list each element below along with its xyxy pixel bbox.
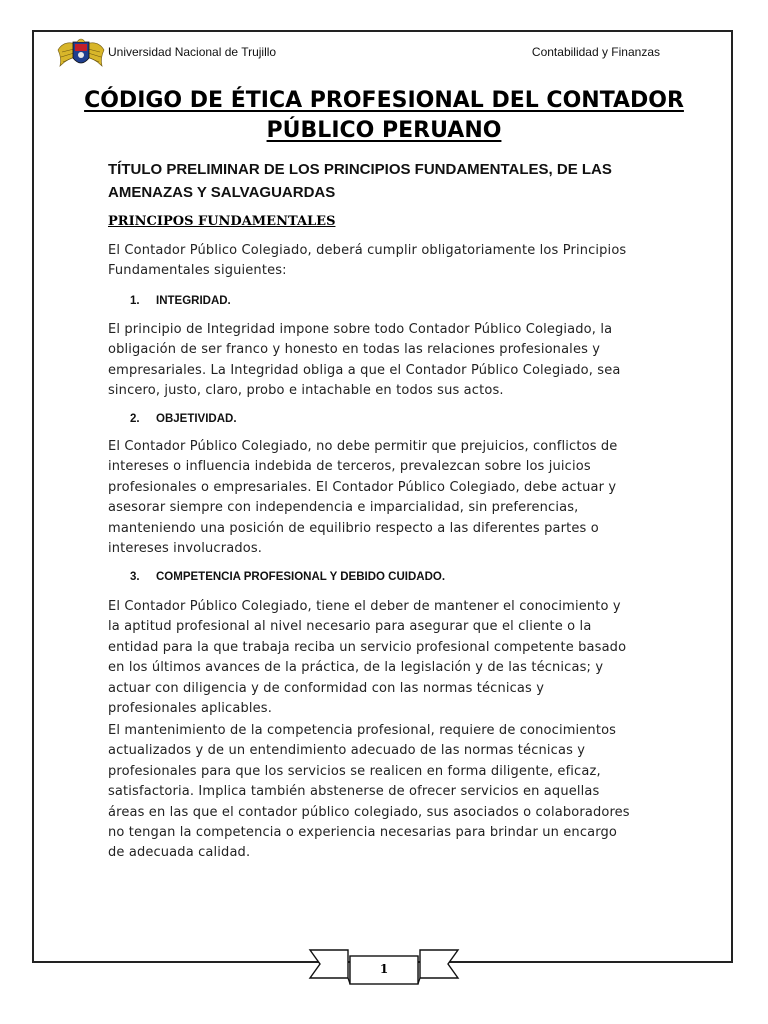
document-title-line-1: CÓDIGO DE ÉTICA PROFESIONAL DEL CONTADOR (84, 88, 684, 113)
text-line: El principio de Integridad impone sobre todo Contador Público Colegiado, la (108, 322, 613, 337)
text-line: áreas en las que el contador público colegiado, sus asociados o colaboradores (108, 804, 630, 820)
intro-paragraph (108, 241, 663, 282)
text-line: la aptitud profesional al nivel necesario para asegurar que el cliente o la (108, 619, 592, 635)
item-number: 2. (130, 413, 140, 425)
page-number: 1 (379, 962, 389, 976)
item-heading-competencia (130, 571, 445, 583)
item-heading-objetividad (130, 413, 237, 425)
text-line: El Contador Público Colegiado, tiene el deber de mantener el conocimiento y (108, 599, 621, 614)
document-title (60, 86, 708, 146)
item-number: 1. (130, 295, 140, 307)
text-line: en los últimos avances de la práctica, de la legislación y de las técnicas; y (108, 660, 604, 676)
text-line: intereses involucrados. (108, 541, 263, 557)
university-crest-icon (56, 36, 106, 72)
paragraph-objetividad (108, 437, 663, 559)
text-line: manteniendo una posición de equilibrio respecto a las diferentes partes o (108, 520, 599, 536)
item-heading-label: OBJETIVIDAD. (156, 413, 237, 425)
section-title-line-1: TÍTULO PRELIMINAR DE LOS PRINCIPIOS FUNDAMENTALES, DE LAS (108, 161, 612, 178)
text-line: actuar con diligencia y de conformidad con las normas técnicas y (108, 680, 545, 696)
text-line: obligación de ser franco y honesto en todas las relaciones profesionales y (108, 342, 601, 358)
text-line: El mantenimiento de la competencia profesional, requiere de conocimientos (108, 723, 617, 738)
text-line: asesorar siempre con independencia e imparcialidad, sin preferencias, (108, 500, 579, 516)
section-title (108, 158, 668, 204)
text-line: El Contador Público Colegiado, no debe permitir que prejuicios, conflictos de (108, 439, 618, 454)
subsection-title: PRINCIPOS FUNDAMENTALES (108, 214, 336, 229)
text-line: entidad para la que trabaja reciba un servicio profesional competente basado (108, 639, 627, 655)
paragraph-integridad (108, 320, 663, 402)
document-title-line-2: PÚBLICO PERUANO (266, 118, 502, 143)
item-number: 3. (130, 571, 140, 583)
page-header (56, 36, 668, 72)
text-line: Fundamentales siguientes: (108, 263, 287, 279)
text-line: profesionales aplicables. (108, 701, 272, 717)
item-heading-label: COMPETENCIA PROFESIONAL Y DEBIDO CUIDADO. (156, 571, 446, 583)
paragraph-competencia-1 (108, 597, 663, 719)
paragraph-competencia-2 (108, 721, 663, 864)
item-heading-integridad (130, 295, 231, 307)
text-line: no tengan la competencia o experiencia necesarias para brindar un encargo (108, 825, 618, 841)
text-line: sincero, justo, claro, probo e intachable en todos sus actos. (108, 383, 504, 399)
text-line: profesionales para que los servicios se realicen en forma diligente, eficaz, (108, 763, 601, 779)
text-line: El Contador Público Colegiado, deberá cumplir obligatoriamente los Principios (108, 243, 627, 258)
text-line: de adecuada calidad. (108, 845, 251, 861)
text-line: intereses o influencia indebida de terceros, prevalezcan sobre los juicios (108, 459, 591, 475)
text-line: satisfactoria. Implica también abstenerse de ofrecer servicios en aquellas (108, 784, 600, 800)
university-name: Universidad Nacional de Trujillo (108, 45, 277, 59)
item-heading-label: INTEGRIDAD. (156, 295, 231, 307)
text-line: actualizados y de un entendimiento adecuado de las normas técnicas y (108, 743, 586, 759)
section-title-line-2: AMENAZAS Y SALVAGUARDAS (108, 184, 336, 201)
faculty-name: Contabilidad y Finanzas (531, 45, 660, 59)
text-line: empresariales. La Integridad obliga a que el Contador Público Colegiado, sea (108, 362, 621, 378)
text-line: profesionales o empresariales. El Contador Público Colegiado, debe actuar y (108, 479, 617, 495)
